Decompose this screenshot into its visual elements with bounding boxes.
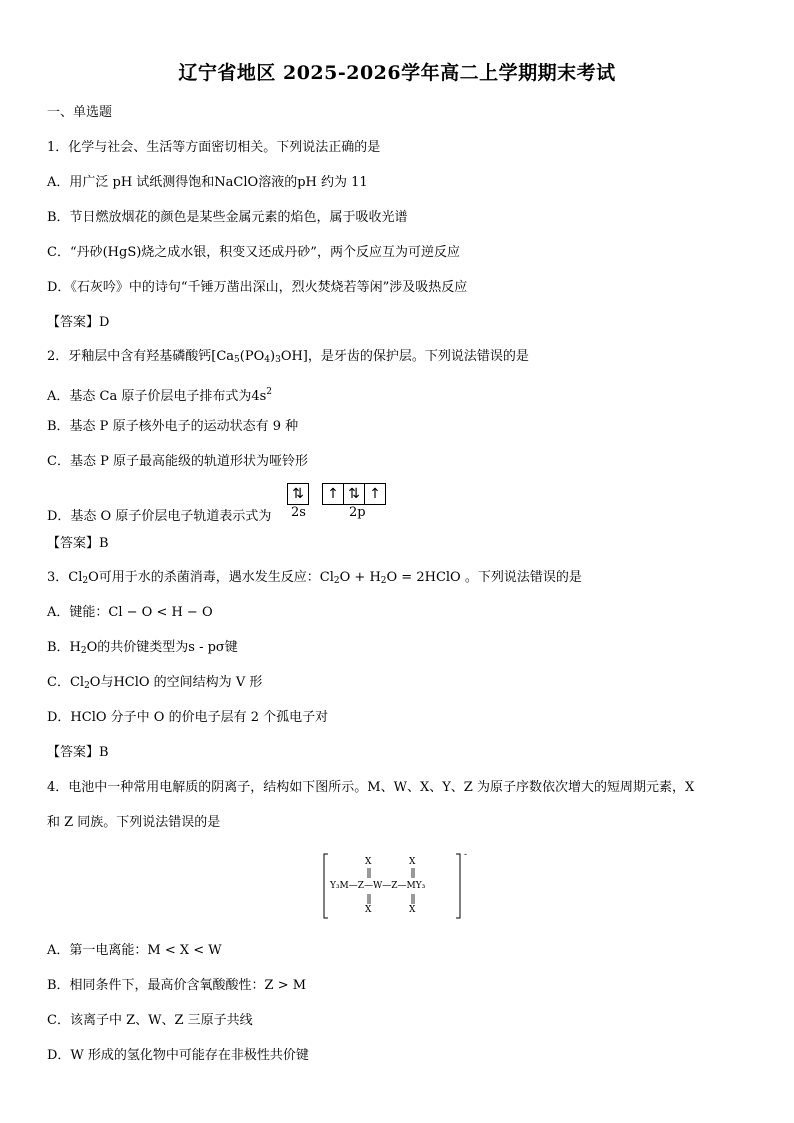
orbital-2p-cell-3: ↑ — [369, 486, 381, 502]
q4-option-a: A．第一电离能：M < X < W — [47, 943, 222, 958]
q3-option-a: A．键能：Cl − O < H − O — [47, 605, 213, 620]
q2-option-b: B．基态 P 原子核外电子的运动状态有 9 种 — [47, 419, 299, 434]
q2-stem: 2．牙釉层中含有羟基磷酸钙$[Ca_5(PO_4)_3OH]$，是牙齿的保护层。下列说法错误的是 — [47, 349, 529, 365]
q1-option-d: D．《石灰吟》中的诗句“千锤万凿出深山，烈火焚烧若等闲”涉及吸热反应 — [47, 280, 468, 295]
q1-stem: 1．化学与社会、生活等方面密切相关。下列说法正确的是 — [47, 140, 381, 155]
atom-x-bottom-right: X — [409, 905, 416, 915]
anion-structure — [322, 852, 472, 922]
q2-option-a: A．基态 Ca 原子价层电子排布式为$4s^2$ — [47, 387, 273, 404]
q4-option-d: D．W 形成的氢化物中可能存在非极性共价键 — [47, 1048, 309, 1063]
q3-option-d: D．HClO 分子中 O 的价电子层有 2 个孤电子对 — [47, 710, 329, 725]
q4-option-b: B．相同条件下，最高价含氧酸酸性：Z > M — [47, 978, 307, 993]
q3-option-c: C．$Cl_2O$与HClO 的空间结构为 V 形 — [47, 675, 263, 691]
orbital-2s-label: 2s — [291, 505, 306, 520]
orbital-2p-cell-1: ↑ — [323, 484, 344, 504]
orbital-2s-box — [287, 483, 309, 505]
q4-option-c: C．该离子中 Z、W、Z 三原子共线 — [47, 1013, 253, 1028]
atom-x-bottom-left: X — [365, 905, 372, 915]
q2-option-c: C．基态 P 原子最高能级的轨道形状为哑铃形 — [47, 454, 308, 469]
section-heading: 一、单选题 — [47, 105, 113, 120]
structure-chain: Y₃M—Z—W—Z—MY₃ — [330, 881, 426, 891]
ion-charge: - — [464, 850, 468, 860]
q3-option-b: B．$H_2O$的共价键类型为s - pσ键 — [47, 640, 238, 656]
q1-option-c: C．“丹砂(HgS)烧之成水银，积变又还成丹砂”，两个反应互为可逆反应 — [47, 245, 460, 260]
q3-stem: 3．$Cl_2O$可用于水的杀菌消毒，遇水发生反应：$Cl_2O + H_2O$ = 2HClO 。下列说法错误的是 — [47, 570, 582, 586]
q2-answer: 【答案】B — [47, 536, 109, 551]
q1-option-b: B．节日燃放烟花的颜色是某些金属元素的焰色，属于吸收光谱 — [47, 210, 408, 225]
orbital-2p-cell-2: ⇅ — [344, 484, 365, 504]
orbital-2p-box — [322, 483, 386, 505]
orbital-2s-cell: ⇅ — [292, 486, 304, 502]
orbital-2p-label: 2p — [349, 505, 366, 520]
q4-stem-line1: 4．电池中一种常用电解质的阴离子，结构如下图所示。M、W、X、Y、Z 为原子序数依次增大的短周期元素，X — [47, 780, 695, 795]
page-title: 辽宁省地区 2025-2026学年高二上学期期末考试 — [178, 62, 616, 84]
q4-stem-line2: 和 Z 同族。下列说法错误的是 — [47, 815, 221, 830]
q3-answer: 【答案】B — [47, 745, 109, 760]
q1-option-a: A．用广泛 pH 试纸测得饱和NaClO溶液的pH 约为 11 — [47, 175, 368, 190]
q2-option-d: D．基态 O 原子价层电子轨道表示式为 — [47, 509, 272, 524]
q1-answer: 【答案】D — [47, 315, 110, 330]
atom-x-top-right: X — [409, 857, 416, 867]
atom-x-top-left: X — [365, 857, 372, 867]
